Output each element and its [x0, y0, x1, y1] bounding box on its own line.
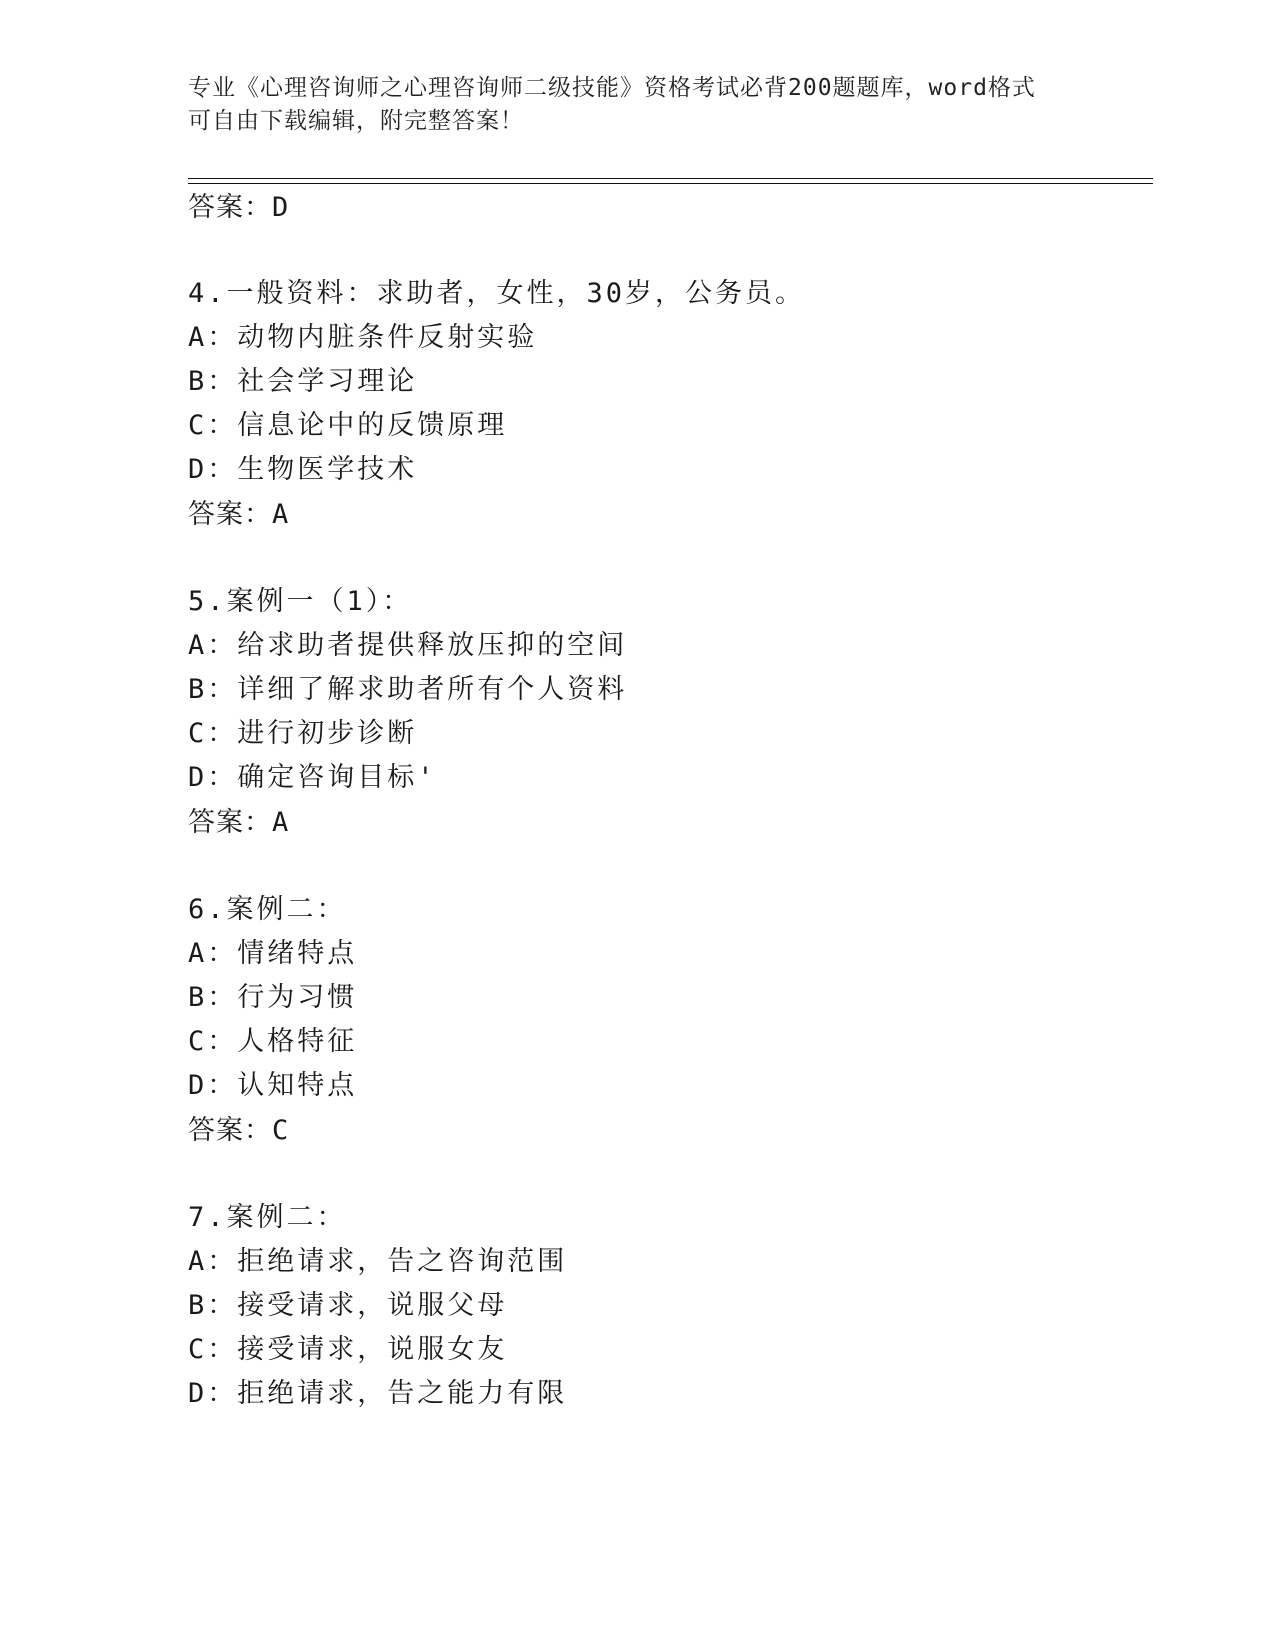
- option-c: C：进行初步诊断: [188, 718, 418, 749]
- option-a: A：动物内脏条件反射实验: [188, 322, 538, 353]
- option-a: A：给求助者提供释放压抑的空间: [188, 630, 628, 661]
- question-stem: 4.一般资料：求助者，女性，30岁，公务员。: [188, 278, 806, 309]
- option-c: C：接受请求，说服女友: [188, 1334, 508, 1365]
- question-stem: 5.案例一（1）：: [188, 586, 413, 617]
- option-a: A：拒绝请求，告之咨询范围: [188, 1246, 568, 1277]
- option-b: B：详细了解求助者所有个人资料: [188, 674, 628, 705]
- option-c: C：信息论中的反馈原理: [188, 410, 508, 441]
- answer-value: A: [272, 807, 290, 838]
- answer-value: C: [272, 1115, 290, 1146]
- answer-label: 答案：: [188, 1115, 272, 1146]
- answer-line: [188, 497, 289, 533]
- question-stem: 7.案例二：: [188, 1202, 347, 1233]
- option-b: B：接受请求，说服父母: [188, 1290, 508, 1321]
- header-divider-bottom: [188, 183, 1153, 184]
- option-b: B：社会学习理论: [188, 366, 418, 397]
- option-a: A：情绪特点: [188, 938, 358, 969]
- answer-line: [188, 1113, 289, 1149]
- answer-label: 答案：: [188, 807, 272, 838]
- answer-value: A: [272, 499, 290, 530]
- answer-line: [188, 805, 289, 841]
- option-c: C：人格特征: [188, 1026, 358, 1057]
- header-divider-top: [188, 178, 1153, 179]
- option-d: D：认知特点: [188, 1070, 358, 1101]
- option-d: D：生物医学技术: [188, 454, 418, 485]
- question-stem: 6.案例二：: [188, 894, 347, 925]
- prev-answer-line: [188, 190, 289, 226]
- document-header: [188, 72, 1088, 138]
- option-d: D：拒绝请求，告之能力有限: [188, 1378, 568, 1409]
- header-line-2: 可自由下载编辑，附完整答案！: [188, 108, 524, 134]
- header-line-1: 专业《心理咨询师之心理咨询师二级技能》资格考试必背200题题库，word格式: [188, 75, 1036, 101]
- option-b: B：行为习惯: [188, 982, 358, 1013]
- option-d: D：确定咨询目标': [188, 762, 437, 793]
- answer-value: D: [272, 192, 290, 223]
- answer-label: 答案：: [188, 192, 272, 223]
- answer-label: 答案：: [188, 499, 272, 530]
